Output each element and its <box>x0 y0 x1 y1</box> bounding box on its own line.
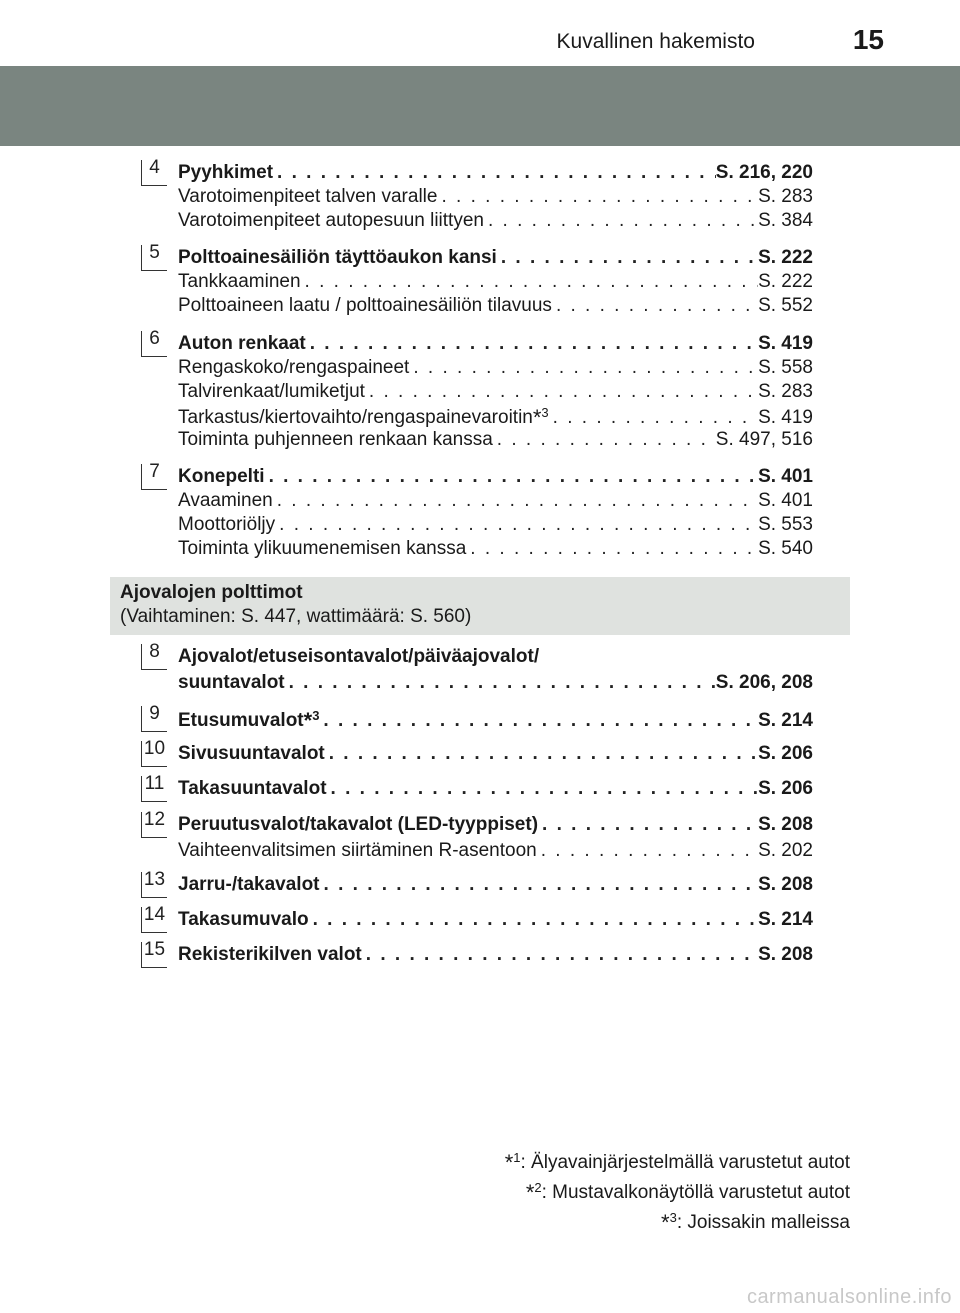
leader-dots <box>327 778 759 800</box>
page-reference[interactable]: S. 283 <box>758 186 813 207</box>
page-reference[interactable]: S. 222 <box>758 271 813 292</box>
leader-dots <box>537 840 758 862</box>
leader-dots <box>273 490 758 512</box>
page-reference[interactable]: S. 419 <box>758 333 813 354</box>
page-reference[interactable]: S. 208 <box>758 874 813 895</box>
entry-line: Tarkastus/kiertovaihto/rengaspainevaroitin*$^3$ . . . S. 419 <box>178 405 813 429</box>
entry-line: Toiminta ylikuumenemisen kanssa . . . S. 540 <box>178 538 813 562</box>
page-number: 15 <box>852 24 884 55</box>
entry-line: Toiminta puhjenneen renkaan kanssa . . . S. 497, 516 <box>178 429 813 453</box>
page-reference[interactable]: S. 208 <box>758 944 813 965</box>
page-reference[interactable]: S. 214 <box>758 710 813 731</box>
page-reference[interactable]: S. 206, 208 <box>715 672 813 693</box>
leader-dots <box>306 333 758 355</box>
chapter-title: Kuvallinen hakemisto <box>556 30 755 53</box>
page-reference[interactable]: S. 553 <box>758 514 813 535</box>
entry-line: Etusumuvalot*$^3$ . . . S. 214 <box>178 708 813 732</box>
callout-number: 13 <box>141 872 167 898</box>
entry-line: Polttoaineen laatu / polttoainesäiliön tilavuus . . . S. 552 <box>178 295 813 319</box>
page-header <box>0 0 960 60</box>
header-band <box>0 66 960 146</box>
page-reference[interactable]: S. 384 <box>758 210 813 231</box>
entry-line: Takasumuvalo . . . S. 214 <box>178 909 813 933</box>
callout-number: 8 <box>141 644 167 670</box>
leader-dots <box>309 909 758 931</box>
bulb-info-box <box>110 577 850 635</box>
leader-dots <box>549 407 758 429</box>
leader-dots <box>265 466 759 488</box>
page-reference[interactable]: S. 202 <box>758 840 813 861</box>
entry-line: Varotoimenpiteet autopesuun liittyen . . . S. 384 <box>178 210 813 234</box>
watermark: carmanualsonline.info <box>746 1286 952 1308</box>
leader-dots <box>484 210 758 232</box>
page-reference[interactable]: S. 552 <box>758 295 813 316</box>
callout-number: 5 <box>141 245 167 271</box>
callout-number: 4 <box>141 160 167 186</box>
leader-dots <box>285 672 716 694</box>
leader-dots <box>325 743 758 765</box>
entry-line: Varotoimenpiteet talven varalle . . . S. 283 <box>178 186 813 210</box>
entry-line: Rekisterikilven valot . . . S. 208 <box>178 944 813 968</box>
leader-dots <box>552 295 758 317</box>
entry-line: Ajovalot/etuseisontavalot/päiväajovalot/ <box>178 646 540 667</box>
leader-dots <box>497 247 758 269</box>
leader-dots <box>320 874 759 896</box>
callout-number: 14 <box>141 907 167 933</box>
callout-number: 11 <box>141 776 167 802</box>
footnote-1: *$^1$: Älyavainjärjestelmällä varustetut autot <box>504 1150 850 1175</box>
entry-line: Moottoriöljy . . . S. 553 <box>178 514 813 538</box>
page-reference[interactable]: S. 401 <box>758 466 813 487</box>
entry-line: Vaihteenvalitsimen siirtäminen R-asentoon . . . S. 202 <box>178 840 813 864</box>
footnote-3: *$^3$: Joissakin malleissa <box>661 1210 850 1235</box>
leader-dots <box>301 271 759 293</box>
callout-number: 7 <box>141 464 167 490</box>
callout-number: 12 <box>141 812 167 838</box>
entry-line: Peruutusvalot/takavalot (LED-tyyppiset) . . . S. 208 <box>178 814 813 838</box>
bulb-box-title: Ajovalojen polttimot <box>120 582 303 603</box>
leader-dots <box>362 944 758 966</box>
bulb-box-subtitle: (Vaihtaminen: S. 447, wattimäärä: S. 560) <box>120 606 472 627</box>
leader-dots <box>437 186 758 208</box>
leader-dots <box>273 162 716 184</box>
leader-dots <box>493 429 716 451</box>
page-reference[interactable]: S. 222 <box>758 247 813 268</box>
callout-number: 15 <box>141 942 167 968</box>
page-reference[interactable]: S. 208 <box>758 814 813 835</box>
leader-dots <box>365 381 758 403</box>
page-reference[interactable]: S. 540 <box>758 538 813 559</box>
page-reference[interactable]: S. 497, 516 <box>715 429 813 450</box>
entry-line: Jarru-/takavalot . . . S. 208 <box>178 874 813 898</box>
entry-line: Sivusuuntavalot . . . S. 206 <box>178 743 813 767</box>
entry-line: Takasuuntavalot . . . S. 206 <box>178 778 813 802</box>
entry-line: Rengaskoko/rengaspaineet . . . S. 558 <box>178 357 813 381</box>
page-reference[interactable]: S. 216, 220 <box>715 162 813 183</box>
entry-line: Pyyhkimet . . . S. 216, 220 <box>178 162 813 186</box>
entry-line: Talvirenkaat/lumiketjut . . . S. 283 <box>178 381 813 405</box>
leader-dots <box>319 710 758 732</box>
callout-number: 10 <box>141 741 167 767</box>
page-reference[interactable]: S. 401 <box>758 490 813 511</box>
page-reference[interactable]: S. 206 <box>758 743 813 764</box>
entry-line: Polttoainesäiliön täyttöaukon kansi . . . S. 222 <box>178 247 813 271</box>
page-reference[interactable]: S. 206 <box>758 778 813 799</box>
leader-dots <box>538 814 758 836</box>
entry-line: Konepelti . . . S. 401 <box>178 466 813 490</box>
entry-line: suuntavalot . . . S. 206, 208 <box>178 672 813 696</box>
footnotes <box>505 1148 850 1238</box>
leader-dots <box>409 357 758 379</box>
footnote-2: *$^2$: Mustavalkonäytöllä varustetut autot <box>525 1180 850 1205</box>
callout-number: 9 <box>141 706 167 732</box>
callout-number: 6 <box>141 331 167 357</box>
entry-line: Tankkaaminen . . . S. 222 <box>178 271 813 295</box>
page-reference[interactable]: S. 214 <box>758 909 813 930</box>
page-reference[interactable]: S. 419 <box>758 407 813 428</box>
entry-line: Avaaminen . . . S. 401 <box>178 490 813 514</box>
leader-dots <box>275 514 758 536</box>
page-reference[interactable]: S. 283 <box>758 381 813 402</box>
leader-dots <box>466 538 758 560</box>
entry-line: Auton renkaat . . . S. 419 <box>178 333 813 357</box>
page-reference[interactable]: S. 558 <box>758 357 813 378</box>
